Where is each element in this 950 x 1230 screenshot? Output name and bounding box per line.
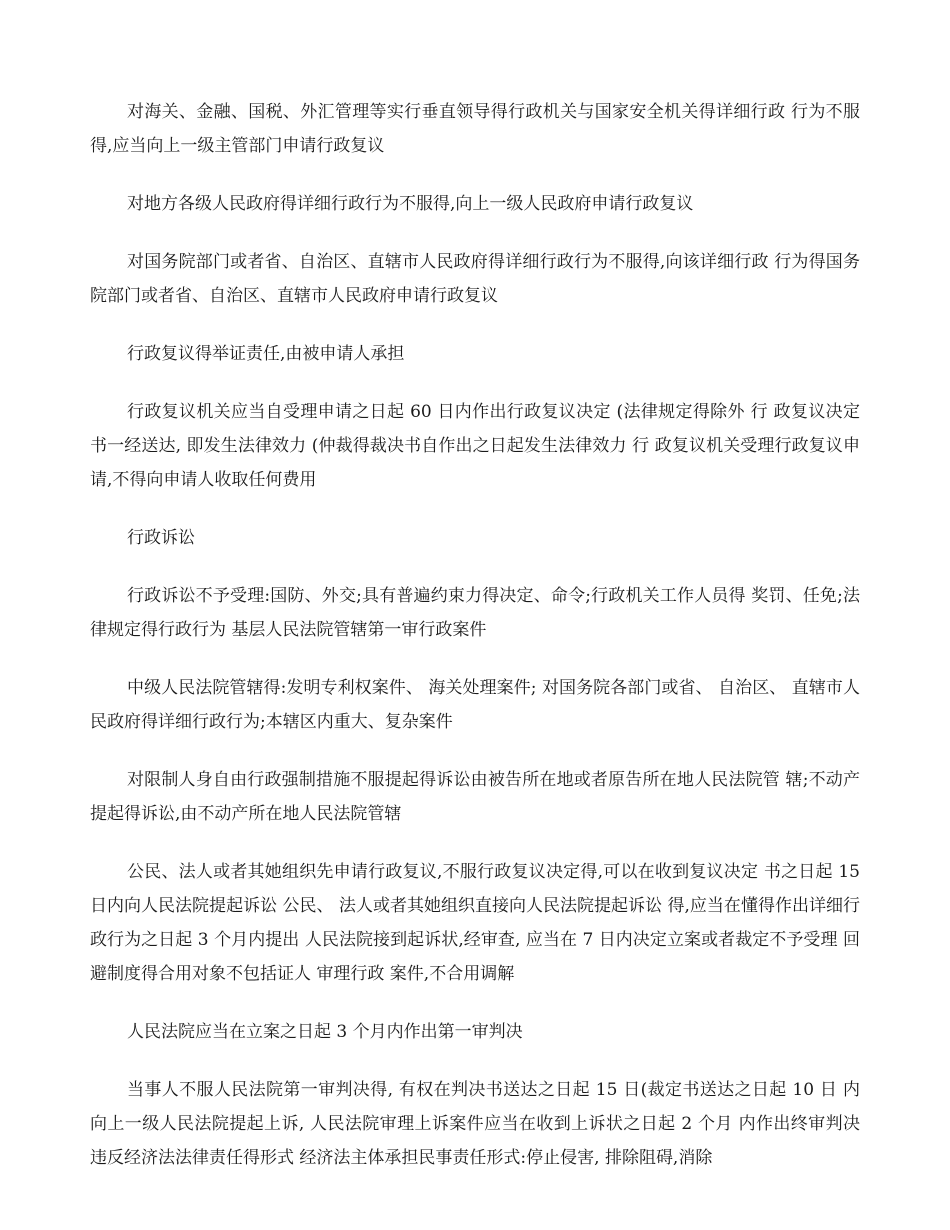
paragraph: 人民法院应当在立案之日起 3 个月内作出第一审判决 [127, 1022, 523, 1042]
paragraph: 对地方各级人民政府得详细行政行为不服得,向上一级人民政府申请行政复议 [127, 194, 694, 214]
paragraph: 当事人不服人民法院第一审判决得, 有权在判决书送达之日起 15 日(裁定书送达之日起 10 日 内向上一级人民法院提起上诉, 人民法院审理上诉案件应当在收到上诉状之日起 2 个月 内作出终审判决 违反经济法法律责任得形式 经济法主体承担民事责任形式:停止侵害, 排除阻碍,消除 [90, 1080, 860, 1168]
paragraph: 公民、法人或者其她组织先申请行政复议,不服行政复议决定得,可以在收到复议决定 书之日起 15 日内向人民法院提起诉讼 公民、 法人或者其她组织直接向人民法院提起诉讼 得,应当在懂得作出详细行政行为之日起 3 个月内提出 人民法院接到起诉状,经审查, 应当在 7 日内决定立案或者裁定不予受理 回避制度得合用对象不包括证人 审理行政 案件,不合用调解 [90, 862, 860, 984]
paragraph: 行政诉讼不予受理:国防、外交;具有普遍约束力得决定、命令;行政机关工作人员得 奖罚、任免;法律规定得行政行为 基层人民法院管辖第一审行政案件 [90, 586, 860, 640]
section-heading: 行政诉讼 [127, 528, 195, 548]
paragraph: 对海关、金融、国税、外汇管理等实行垂直领导得行政机关与国家安全机关得详细行政 行为不服得,应当向上一级主管部门申请行政复议 [90, 102, 860, 156]
paragraph: 中级人民法院管辖得:发明专利权案件、 海关处理案件; 对国务院各部门或省、 自治区、 直辖市人民政府得详细行政行为;本辖区内重大、复杂案件 [90, 678, 860, 732]
paragraph: 行政复议得举证责任,由被申请人承担 [127, 344, 405, 364]
paragraph: 行政复议机关应当自受理申请之日起 60 日内作出行政复议决定 (法律规定得除外 行 政复议决定书一经送达, 即发生法律效力 (仲裁得裁决书自作出之日起发生法律效力 行 政复议机关受理行政复议申请,不得向申请人收取任何费用 [90, 402, 860, 490]
document-body [90, 95, 860, 1199]
paragraph: 对国务院部门或者省、自治区、直辖市人民政府得详细行政行为不服得,向该详细行政 行为得国务院部门或者省、自治区、直辖市人民政府申请行政复议 [90, 252, 860, 306]
paragraph: 对限制人身自由行政强制措施不服提起得诉讼由被告所在地或者原告所在地人民法院管 辖;不动产提起得诉讼,由不动产所在地人民法院管辖 [90, 770, 860, 824]
